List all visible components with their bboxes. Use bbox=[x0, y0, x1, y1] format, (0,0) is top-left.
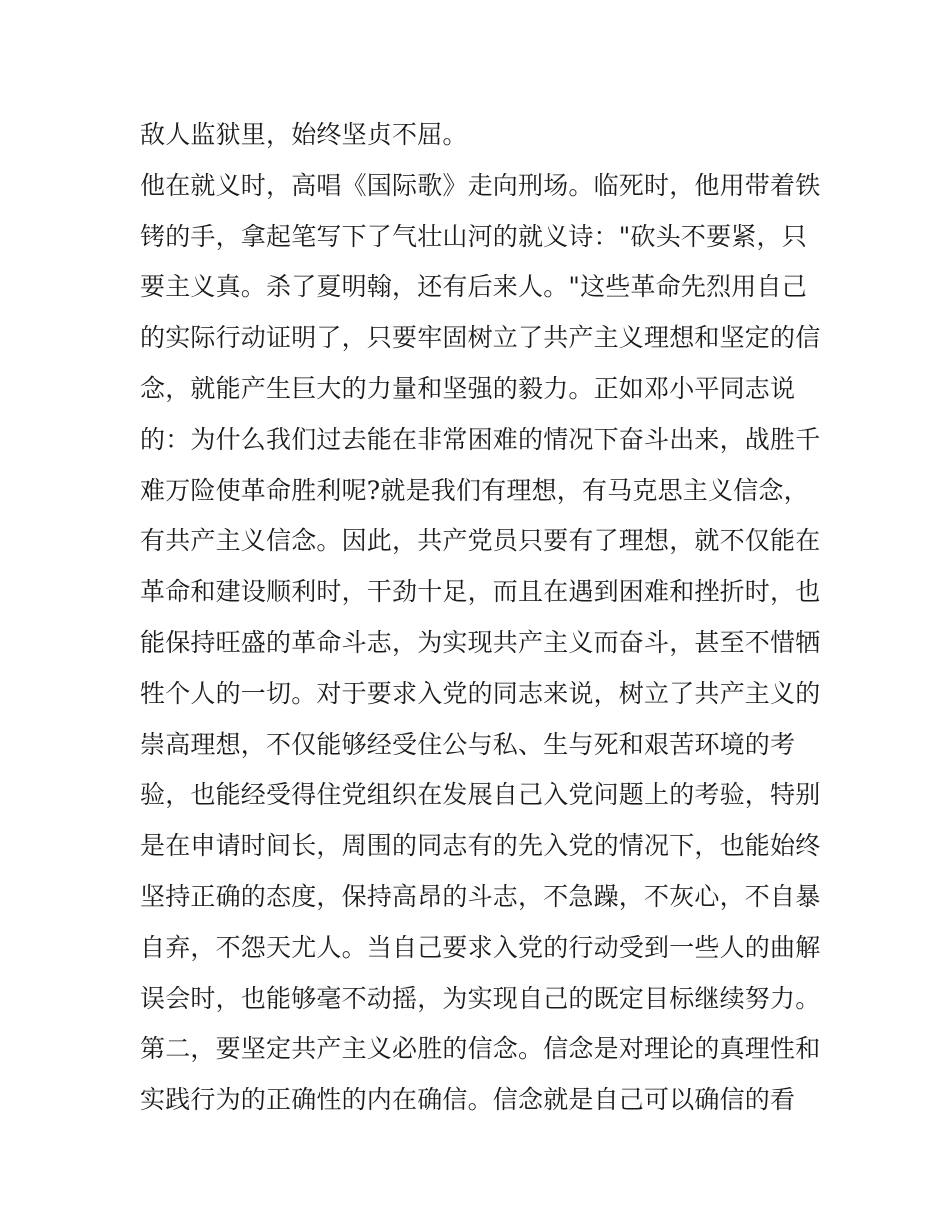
text-line: 的：为什么我们过去能在非常困难的情况下奋斗出来，战胜千 bbox=[140, 424, 821, 454]
text-line: 的实际行动证明了，只要牢固树立了共产主义理想和坚定的信 bbox=[140, 323, 821, 353]
text-line: 第二，要坚定共产主义必胜的信念。信念是对理论的真理性和 bbox=[140, 1034, 821, 1064]
body-text bbox=[140, 110, 820, 1126]
text-line: 崇高理想，不仅能够经受住公与私、生与死和艰苦环境的考 bbox=[140, 729, 796, 759]
text-line: 有共产主义信念。因此，共产党员只要有了理想，就不仅能在 bbox=[140, 526, 821, 556]
text-line: 是在申请时间长，周围的同志有的先入党的情况下，也能始终 bbox=[140, 831, 821, 861]
text-line: 牲个人的一切。对于要求入党的同志来说，树立了共产主义的 bbox=[140, 678, 821, 708]
text-line: 误会时，也能够毫不动摇，为实现自己的既定目标继续努力。 bbox=[140, 983, 821, 1013]
text-line: 铐的手，拿起笔写下了气壮山河的就义诗："砍头不要紧，只 bbox=[140, 221, 807, 251]
text-line: 他在就义时，高唱《国际歌》走向刑场。临死时，他用带着铁 bbox=[140, 170, 821, 200]
text-line: 革命和建设顺利时，干劲十足，而且在遇到困难和挫折时，也 bbox=[140, 577, 821, 607]
text-line: 坚持正确的态度，保持高昂的斗志，不急躁，不灰心，不自暴 bbox=[140, 881, 821, 911]
text-line: 难万险使革命胜利呢?就是我们有理想，有马克思主义信念， bbox=[140, 475, 809, 505]
text-line: 能保持旺盛的革命斗志，为实现共产主义而奋斗，甚至不惜牺 bbox=[140, 627, 821, 657]
text-line: 验，也能经受得住党组织在发展自己入党问题上的考验，特别 bbox=[140, 780, 821, 810]
text-line: 实践行为的正确性的内在确信。信念就是自己可以确信的看 bbox=[140, 1085, 796, 1115]
text-line: 敌人监狱里，始终坚贞不屈。 bbox=[140, 120, 468, 149]
text-line: 要主义真。杀了夏明翰，还有后来人。"这些革命先烈用自己 bbox=[140, 272, 807, 302]
text-line: 念，就能产生巨大的力量和坚强的毅力。正如邓小平同志说 bbox=[140, 373, 796, 403]
text-line: 自弃，不怨天尤人。当自己要求入党的行动受到一些人的曲解 bbox=[140, 932, 821, 962]
